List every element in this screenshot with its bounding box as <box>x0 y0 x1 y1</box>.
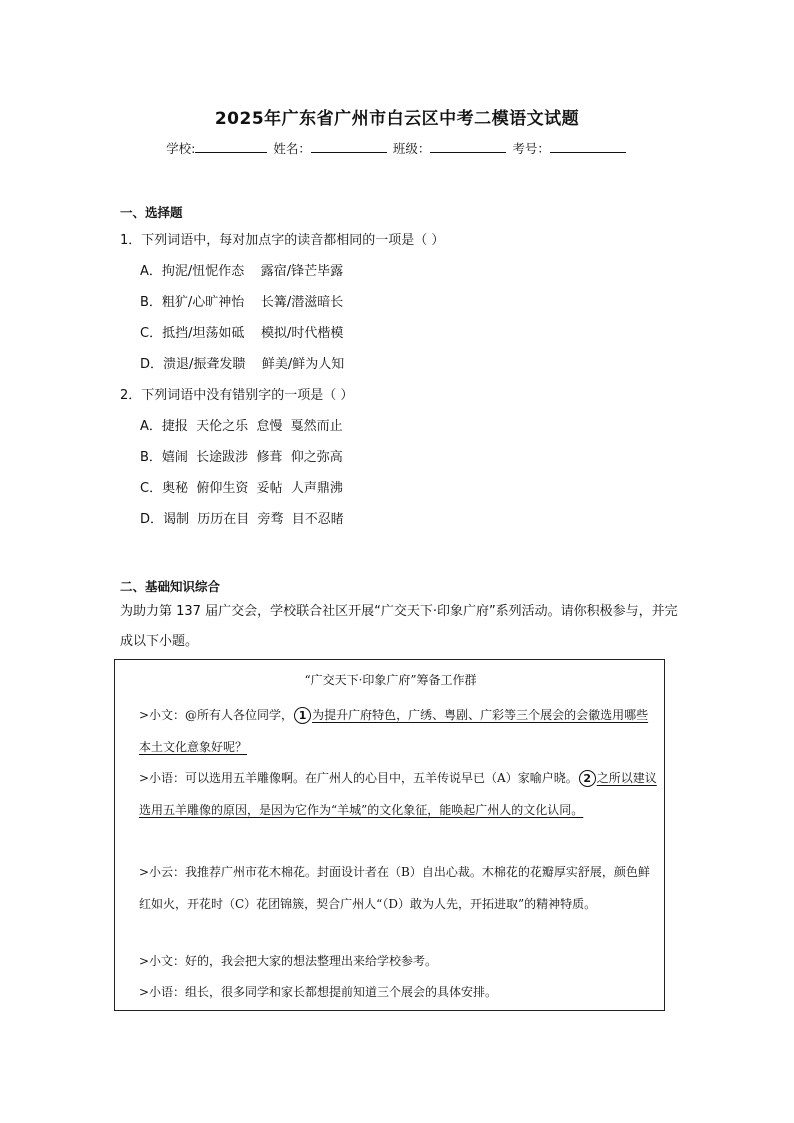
chat-group-title: “广交天下·印象广府”筹备工作群 <box>304 673 477 687</box>
chat-message-5: >小语：组长，很多同学和家长都想提前知道三个展会的具体安排。 <box>139 985 498 999</box>
chat-message-2 <box>139 763 659 826</box>
circled-number-1: 1 <box>294 707 311 724</box>
exam-no-blank <box>550 140 626 153</box>
chat-message-1 <box>139 700 659 763</box>
student-info-row <box>0 139 794 157</box>
section-heading-1: 一、选择题 <box>120 205 183 220</box>
q2-option-d: D．谒制 历历在目 旁骛 目不忍睹 <box>140 512 344 527</box>
q2-option-b: B．嬉闹 长途跋涉 修葺 仰之弥高 <box>140 450 343 465</box>
class-blank <box>430 140 506 153</box>
q1-option-b: B．粗犷/心旷神怡 长篝/潜滋暗长 <box>140 295 344 310</box>
question-1-stem: 1．下列词语中，每对加点字的读音都相同的一项是（ ） <box>120 233 445 248</box>
exam-title: 2025年广东省广州市白云区中考二模语文试题 <box>214 109 580 129</box>
q1-option-c: C．抵挡/坦荡如砥 模拟/时代楷模 <box>140 326 344 341</box>
section-heading-2: 二、基础知识综合 <box>120 579 221 594</box>
class-label: 班级： <box>392 141 431 156</box>
school-blank <box>195 140 267 153</box>
chat-1-underlined: 为提升广府特色，广绣、粤剧、广彩等三个展会的会徽选用哪些本土文化意象好呢？ <box>139 708 649 754</box>
school-label: 学校: <box>166 141 196 156</box>
q2-option-c: C．奥秘 俯仰生资 妥帖 人声鼎沸 <box>140 481 343 496</box>
q2-option-a: A．捷报 天伦之乐 怠慢 戛然而止 <box>140 419 343 434</box>
exam-no-label: 考号： <box>512 141 550 156</box>
name-label: 姓名： <box>273 141 311 156</box>
q1-option-d: D．溃退/振聋发聩 鲜美/鲜为人知 <box>140 357 345 372</box>
name-blank <box>311 140 387 153</box>
question-2-stem: 2．下列词语中没有错别字的一项是（ ） <box>120 388 354 403</box>
chat-2-underlined: 之所以建议选用五羊雕像的原因，是因为它作为“羊城”的文化象征，能唤起广州人的文化认同。 <box>139 771 657 817</box>
chat-1-prefix: >小文：@所有人各位同学， <box>139 708 294 722</box>
chat-message-3: >小云：我推荐广州市花木棉花。封面设计者在（B）自出心裁。木棉花的花瓣厚实舒展，颜色鲜红如火，开花时（C）花团锦簇，契合广州人“（D）敢为人先，开拓进取”的精神特质。 <box>139 865 650 911</box>
q1-option-a: A．拘泥/忸怩作态 露宿/锋芒毕露 <box>140 264 344 279</box>
chat-group-box <box>114 659 665 1011</box>
chat-message-4: >小文：好的，我会把大家的想法整理出来给学校参考。 <box>139 954 438 968</box>
chat-2-prefix: >小语：可以选用五羊雕像啊。在广州人的心目中，五羊传说早已（A）家喻户晓。 <box>139 771 578 785</box>
circled-number-2: 2 <box>579 770 596 787</box>
section-2-intro: 为助力第 137 届广交会，学校联合社区开展“广交天下·印象广府”系列活动。请你积极参与，并完成以下小题。 <box>120 604 678 649</box>
